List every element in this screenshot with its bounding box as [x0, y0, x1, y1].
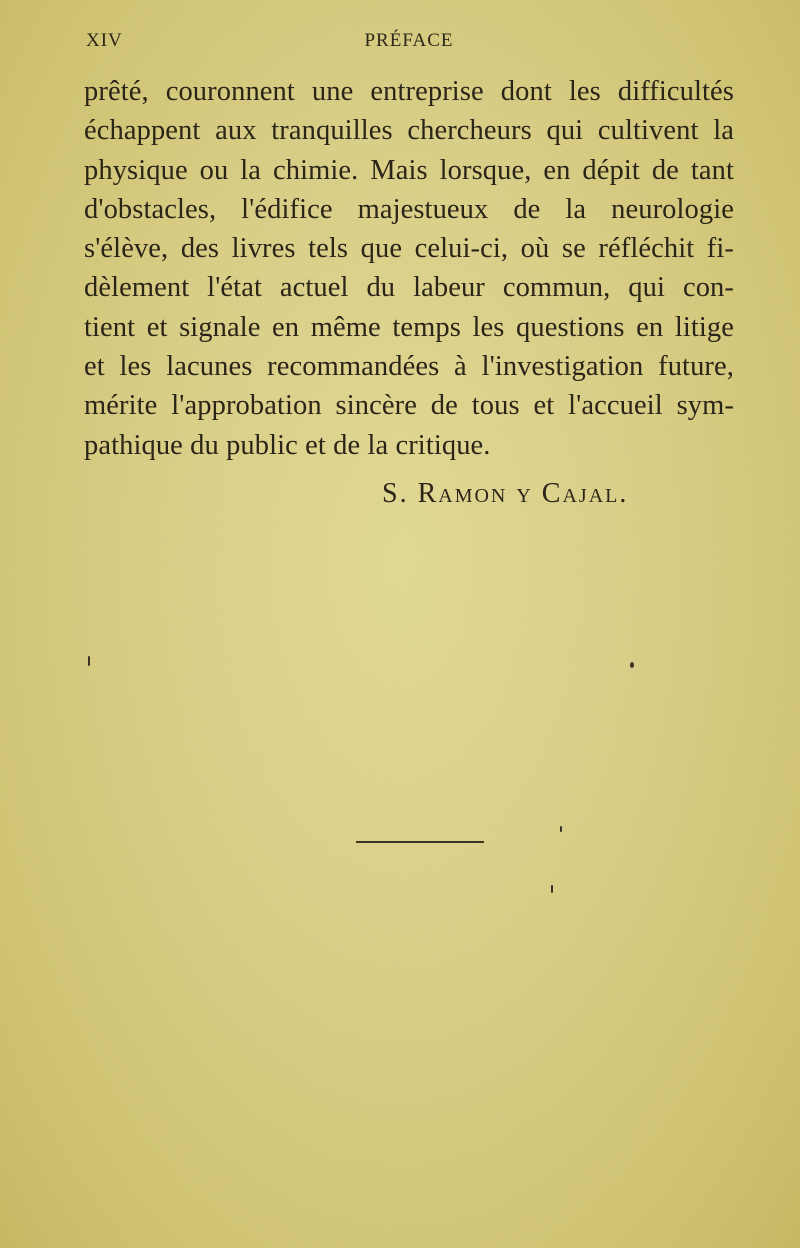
running-head	[86, 30, 726, 58]
text-line: prêté, couronnent une entreprise dont les difficultés	[84, 76, 734, 107]
author-signature	[382, 478, 742, 510]
text-line: d'obstacles, l'édifice majestueux de la neurologie	[84, 193, 734, 225]
ink-speck	[551, 885, 553, 893]
text-line: échappent aux tranquilles chercheurs qui cultivent la	[84, 115, 734, 147]
text-line: physique ou la chimie. Mais lorsque, en dépit de tant	[84, 154, 734, 186]
text-line: dèlement l'état actuel du labeur commun, qui con-	[84, 272, 734, 304]
ink-speck	[630, 662, 634, 668]
text-line: s'élève, des livres tels que celui-ci, où se réfléchit fi-	[84, 233, 734, 265]
ink-speck	[560, 826, 562, 832]
text-line: tient et signale en même temps les questions en litige	[84, 311, 734, 343]
text-line-last: pathique du public et de la critique.	[84, 429, 491, 461]
signature-text: S. Ramon y Cajal.	[382, 478, 629, 509]
preface-paragraph	[84, 72, 734, 465]
page-number: XIV	[86, 30, 123, 51]
text-line: mérite l'approbation sincère de tous et l'accueil sym-	[84, 390, 734, 422]
ink-speck	[88, 656, 90, 666]
text-line: et les lacunes recommandées à l'investigation future,	[84, 351, 734, 383]
running-title: PRÉFACE	[364, 30, 454, 51]
section-end-rule	[356, 841, 484, 843]
